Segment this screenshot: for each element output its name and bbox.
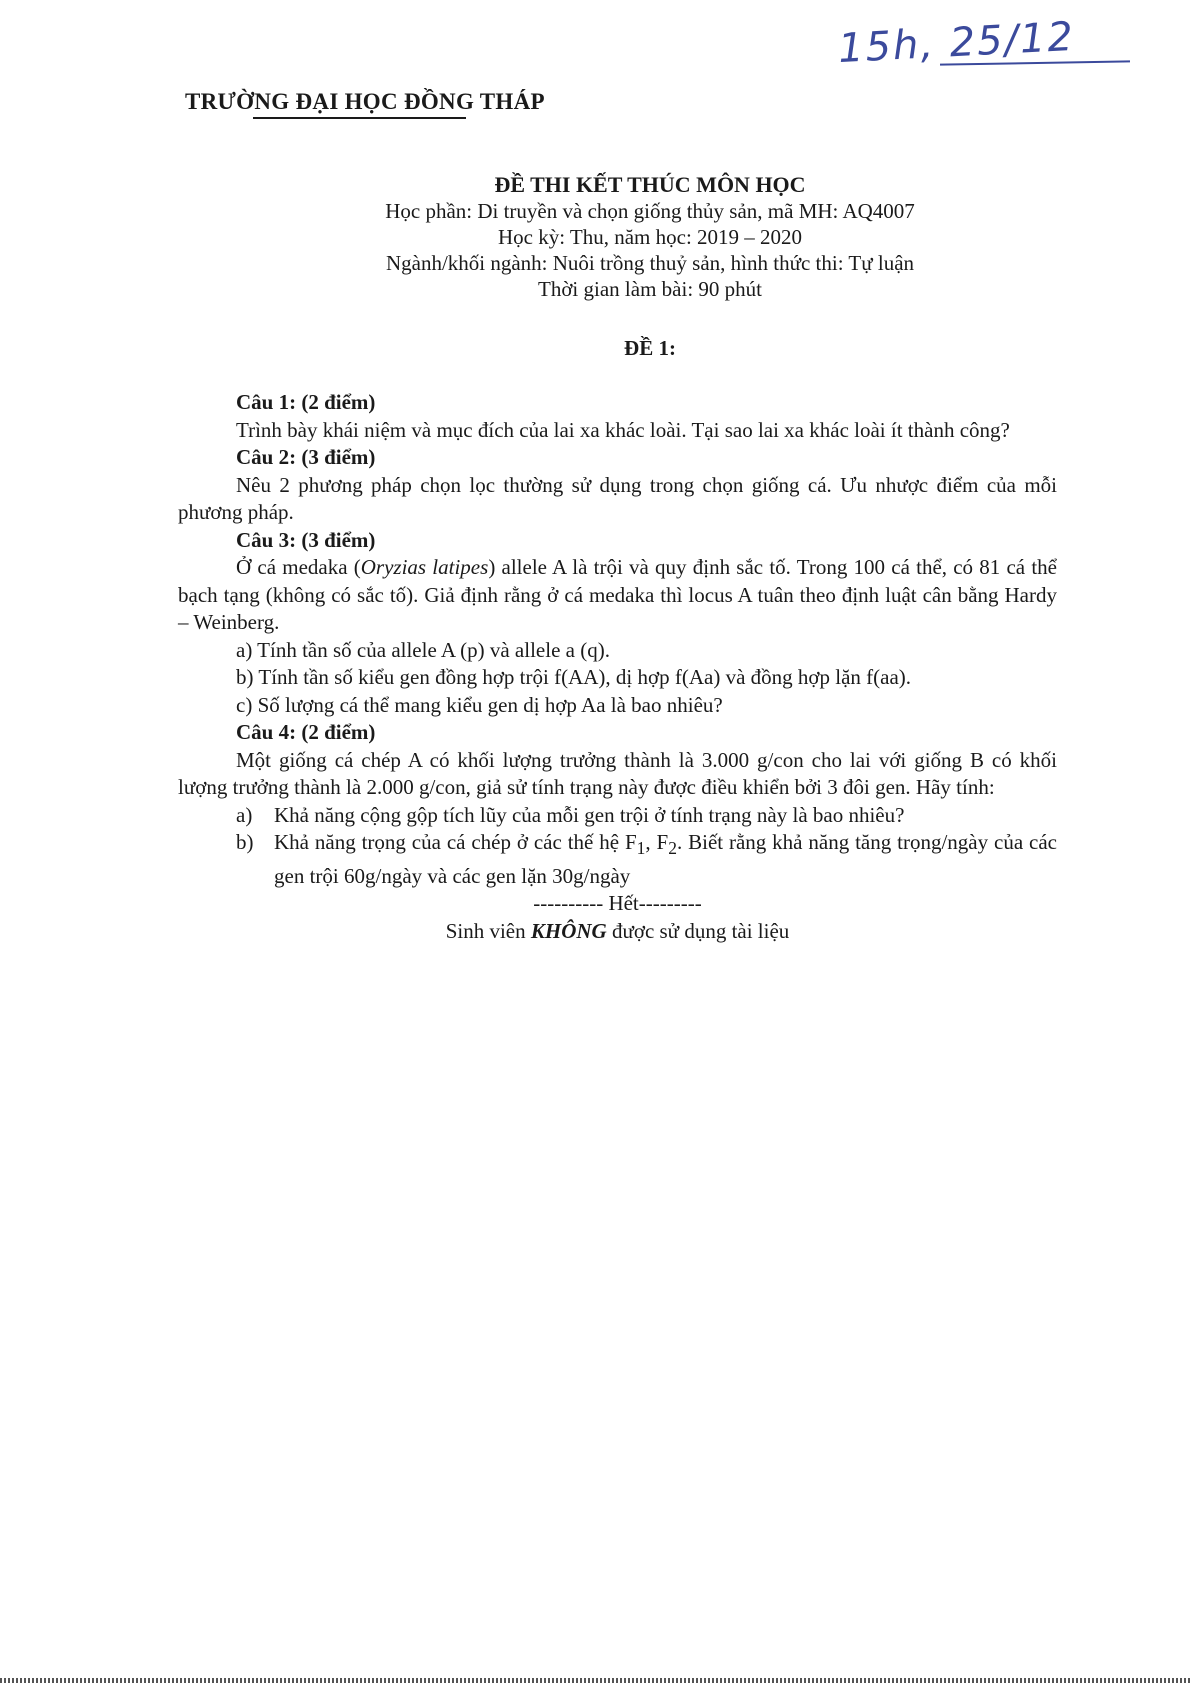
f1-subscript: 1 (636, 838, 646, 859)
note-before: Sinh viên (445, 918, 531, 943)
exam-header (300, 172, 1000, 302)
question-3c: c) Số lượng cá thể mang kiểu gen dị hợp Aa là bao nhiêu? (236, 692, 723, 717)
question-1-text: Trình bày khái niệm và mục đích của lai xa khác loài. Tại sao lai xa khác loài ít thành công? (236, 417, 1010, 442)
question-4b-text-part1: Khả năng trọng của cá chép ở các thế hệ F (274, 830, 637, 854)
question-3-text-before: Ở cá medaka ( (236, 555, 361, 579)
note-emphasis: KHÔNG (530, 918, 607, 943)
f2-subscript: 2 (668, 838, 677, 859)
question-3b: b) Tính tần số kiểu gen đồng hợp trội f(AA), dị hợp f(Aa) và đồng hợp lặn f(aa). (236, 665, 912, 689)
end-marker: ---------- Hết--------- (533, 891, 702, 916)
question-2-heading: Câu 2: (3 điểm) (236, 445, 376, 469)
species-name: Oryzias latipes (360, 555, 489, 579)
major-info: Ngành/khối ngành: Nuôi trồng thuỷ sản, hình thức thi: Tự luận (385, 251, 915, 275)
question-4-list (178, 802, 1057, 891)
exam-note (178, 918, 1057, 946)
exam-content (178, 389, 1057, 945)
question-4b-text-part3: . Biết rằng khả năng tăng trọng/ngày của các gen trội 60g/ngày và các gen lặn 30g/ngày (274, 830, 1057, 888)
question-1-heading: Câu 1: (2 điểm) (236, 390, 376, 414)
question-4b-label: b) (236, 830, 254, 854)
question-4b-text-part2: , F (645, 830, 669, 854)
question-4a (236, 802, 1057, 830)
question-2-text: Nêu 2 phương pháp chọn lọc thường sử dụng trong chọn giống cá. Ưu nhược điểm của mỗi phương pháp. (178, 472, 1057, 524)
scan-border (0, 1678, 1191, 1683)
course-info: Học phần: Di truyền và chọn giống thủy sản, mã MH: AQ4007 (385, 199, 915, 223)
question-4b-text (274, 829, 1057, 890)
question-4a-text: Khả năng cộng gộp tích lũy của mỗi gen trội ở tính trạng này là bao nhiêu? (274, 802, 905, 827)
exam-title: ĐỀ THI KẾT THÚC MÔN HỌC (494, 172, 806, 197)
question-3-heading: Câu 3: (3 điểm) (236, 527, 376, 552)
exam-code: ĐỀ 1: (624, 336, 676, 360)
school-name: TRƯỜNG ĐẠI HỌC ĐỒNG THÁP (185, 89, 545, 114)
question-3a: a) Tính tần số của allele A (p) và allele a (q). (236, 637, 610, 662)
question-4-heading: Câu 4: (2 điểm) (236, 720, 376, 744)
question-4a-label: a) (236, 802, 253, 827)
question-4b (236, 829, 1057, 890)
question-4-text: Một giống cá chép A có khối lượng trưởng thành là 3.000 g/con cho lai với giống B có khối lượng trưởng thành là 2.000 g/con, giả sử tính trạng này được điều khiển bởi 3 đôi gen. Hãy tính: (178, 747, 1057, 799)
handwritten-note: 15h, 25/12 (836, 13, 1076, 73)
question-3-text (178, 554, 1057, 637)
question-3-text-after: ) allele A là trội và quy định sắc tố. Trong 100 cá thể, có 81 cá thể bạch tạng (không có sắc tố). Giả định rằng ở cá medaka thì locus A tuân theo định luật cân bằng Hardy – Weinberg. (178, 555, 1058, 634)
duration-info: Thời gian làm bài: 90 phút (538, 277, 762, 301)
school-underline (253, 117, 466, 119)
note-after: được sử dụng tài liệu (606, 918, 790, 943)
semester-info: Học kỳ: Thu, năm học: 2019 – 2020 (497, 225, 803, 249)
